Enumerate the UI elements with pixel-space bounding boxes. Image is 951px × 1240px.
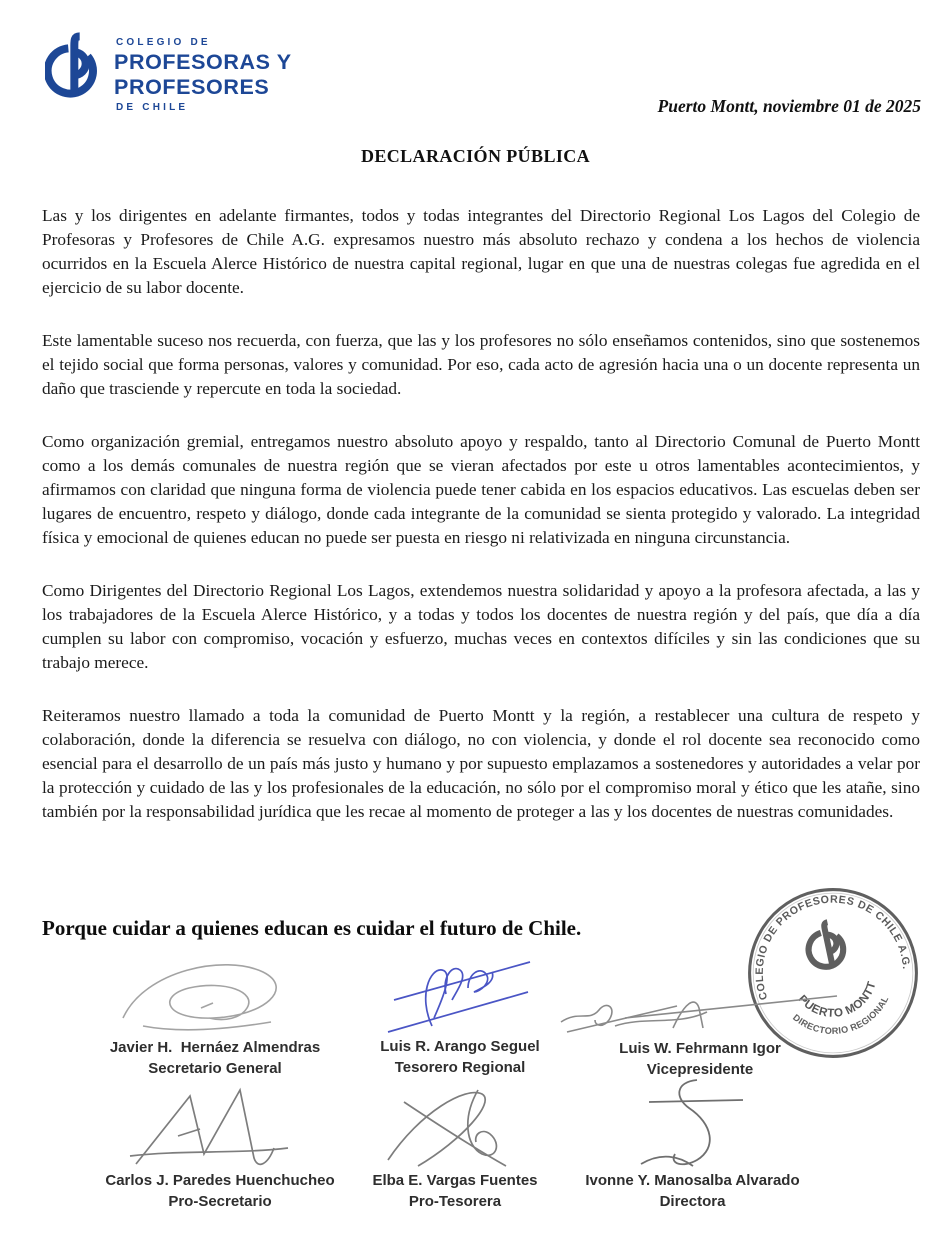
signature-block-vicepresidente [555, 982, 845, 1080]
document-title: DECLARACIÓN PÚBLICA [360, 146, 591, 166]
signatory-title: Pro-Tesorera [408, 1193, 502, 1210]
signature-image [370, 1082, 540, 1170]
stamp-cp-monogram-icon [804, 920, 847, 972]
logo-line-1: COLEGIO DE [116, 37, 211, 48]
signature-image [120, 1086, 320, 1170]
signatory-title: Tesorero Regional [394, 1059, 526, 1076]
org-logo [45, 30, 292, 117]
signatory-name: Luis W. Fehrmann Igor [619, 1040, 781, 1057]
signatory-title: Secretario General [148, 1060, 282, 1077]
signature-block-secretario-general [75, 952, 355, 1079]
signature-block-directora [550, 1074, 835, 1212]
paragraph-5: Reiteramos nuestro llamado a toda la comunidad de Puerto Montt y la región, a restablecer una cultura de respeto y colaboración, donde la diferencia se resuelva con diálogo, no con violencia, y donde el rol docente sea reconocido como esencial para el desarrollo de un país más justo y humano y por supuesto emplazamos a sostenedores y autoridades a velar por la protección y cuidado de las y los profesionales de la educación, no sólo por el compromiso moral y ético que les atañe, sino también por la responsabilidad jurídica que les recae al momento de proteger a las y los docentes de nuestras comunidades. [42, 706, 920, 821]
paragraph-4: Como Dirigentes del Directorio Regional Los Lagos, extendemos nuestra solidaridad y apoyo a la profesora afectada, a las y los trabajadores de la Escuela Alerce Histórico, y a todas y todos los docentes de nuestra región y del país, que día a día cumplen su labor con compromiso, vocación y esfuerzo, muchas veces en contextos difíciles y sin las condiciones que su trabajo merece. [42, 581, 920, 672]
paragraph-1: Las y los dirigentes en adelante firmantes, todos y todas integrantes del Directorio Regional Los Lagos del Colegio de Profesoras y Profesores de Chile A.G. expresamos nuestro más absoluto rechazo y condena a los hechos de violencia ocurridos en la Escuela Alerce Histórico de nuestra capital regional, lugar en que una de nuestras colegas fue agredida en el ejercicio de su labor docente. [42, 206, 920, 297]
signatory-title: Pro-Secretario [168, 1193, 272, 1210]
document-date: Puerto Montt, noviembre 01 de 2025 [657, 96, 921, 116]
logo-line-4: DE CHILE [116, 102, 189, 113]
closing-statement: Porque cuidar a quienes educan es cuidar el futuro de Chile. [42, 916, 582, 940]
signatory-name: Luis R. Arango Seguel [380, 1038, 540, 1055]
signatory-title: Vicepresidente [646, 1061, 754, 1078]
paragraph-3: Como organización gremial, entregamos nuestro absoluto apoyo y respaldo, tanto al Directorio Comunal de Puerto Montt como a los demás comunales de nuestra región que se vieran afectados por este u otros lamentables acontecimientos, y afirmamos con claridad que ninguna forma de violencia puede tener cabida en los espacios educativos. Las escuelas deben ser lugares de encuentro, respeto y diálogo, donde cada integrante de la comunidad se sienta protegido y valorado. La integridad física y emocional de quienes educan no puede ser puesta en riesgo ni relativizada en ninguna circunstancia. [42, 432, 920, 547]
signature-image [603, 1074, 783, 1170]
signature-block-pro-secretario [80, 1086, 360, 1212]
signatory-name: Carlos J. Paredes Huenchucheo [105, 1172, 335, 1189]
signature-image [555, 982, 845, 1038]
logo-line-2: PROFESORAS Y [114, 50, 292, 74]
cp-monogram-icon [45, 30, 101, 108]
document-body [42, 204, 920, 853]
signatory-name: Elba E. Vargas Fuentes [372, 1172, 538, 1189]
stamp-org-unit-text: DIRECTORIO REGIONAL [791, 994, 891, 1037]
signatory-title: Directora [659, 1193, 726, 1210]
logo-line-3: PROFESORES [114, 74, 270, 99]
stamp-ring-text: COLEGIO DE PROFESORES DE CHILE A.G. [753, 893, 913, 1002]
stamp-city-text: PUERTO MONTT [795, 979, 879, 1021]
signature-image [380, 948, 540, 1036]
paragraph-2: Este lamentable suceso nos recuerda, con fuerza, que las y los profesores no sólo enseñamos contenidos, sino que sostenemos el tejido social que forma personas, valores y comunidad. Por eso, cada acto de agresión hacia una o un docente representa un daño que trasciende y repercute en toda la sociedad. [42, 331, 920, 398]
signatory-name: Javier H. Hernáez Almendras [109, 1039, 321, 1056]
signature-image [105, 952, 325, 1037]
signatory-name: Ivonne Y. Manosalba Alvarado [585, 1172, 800, 1189]
